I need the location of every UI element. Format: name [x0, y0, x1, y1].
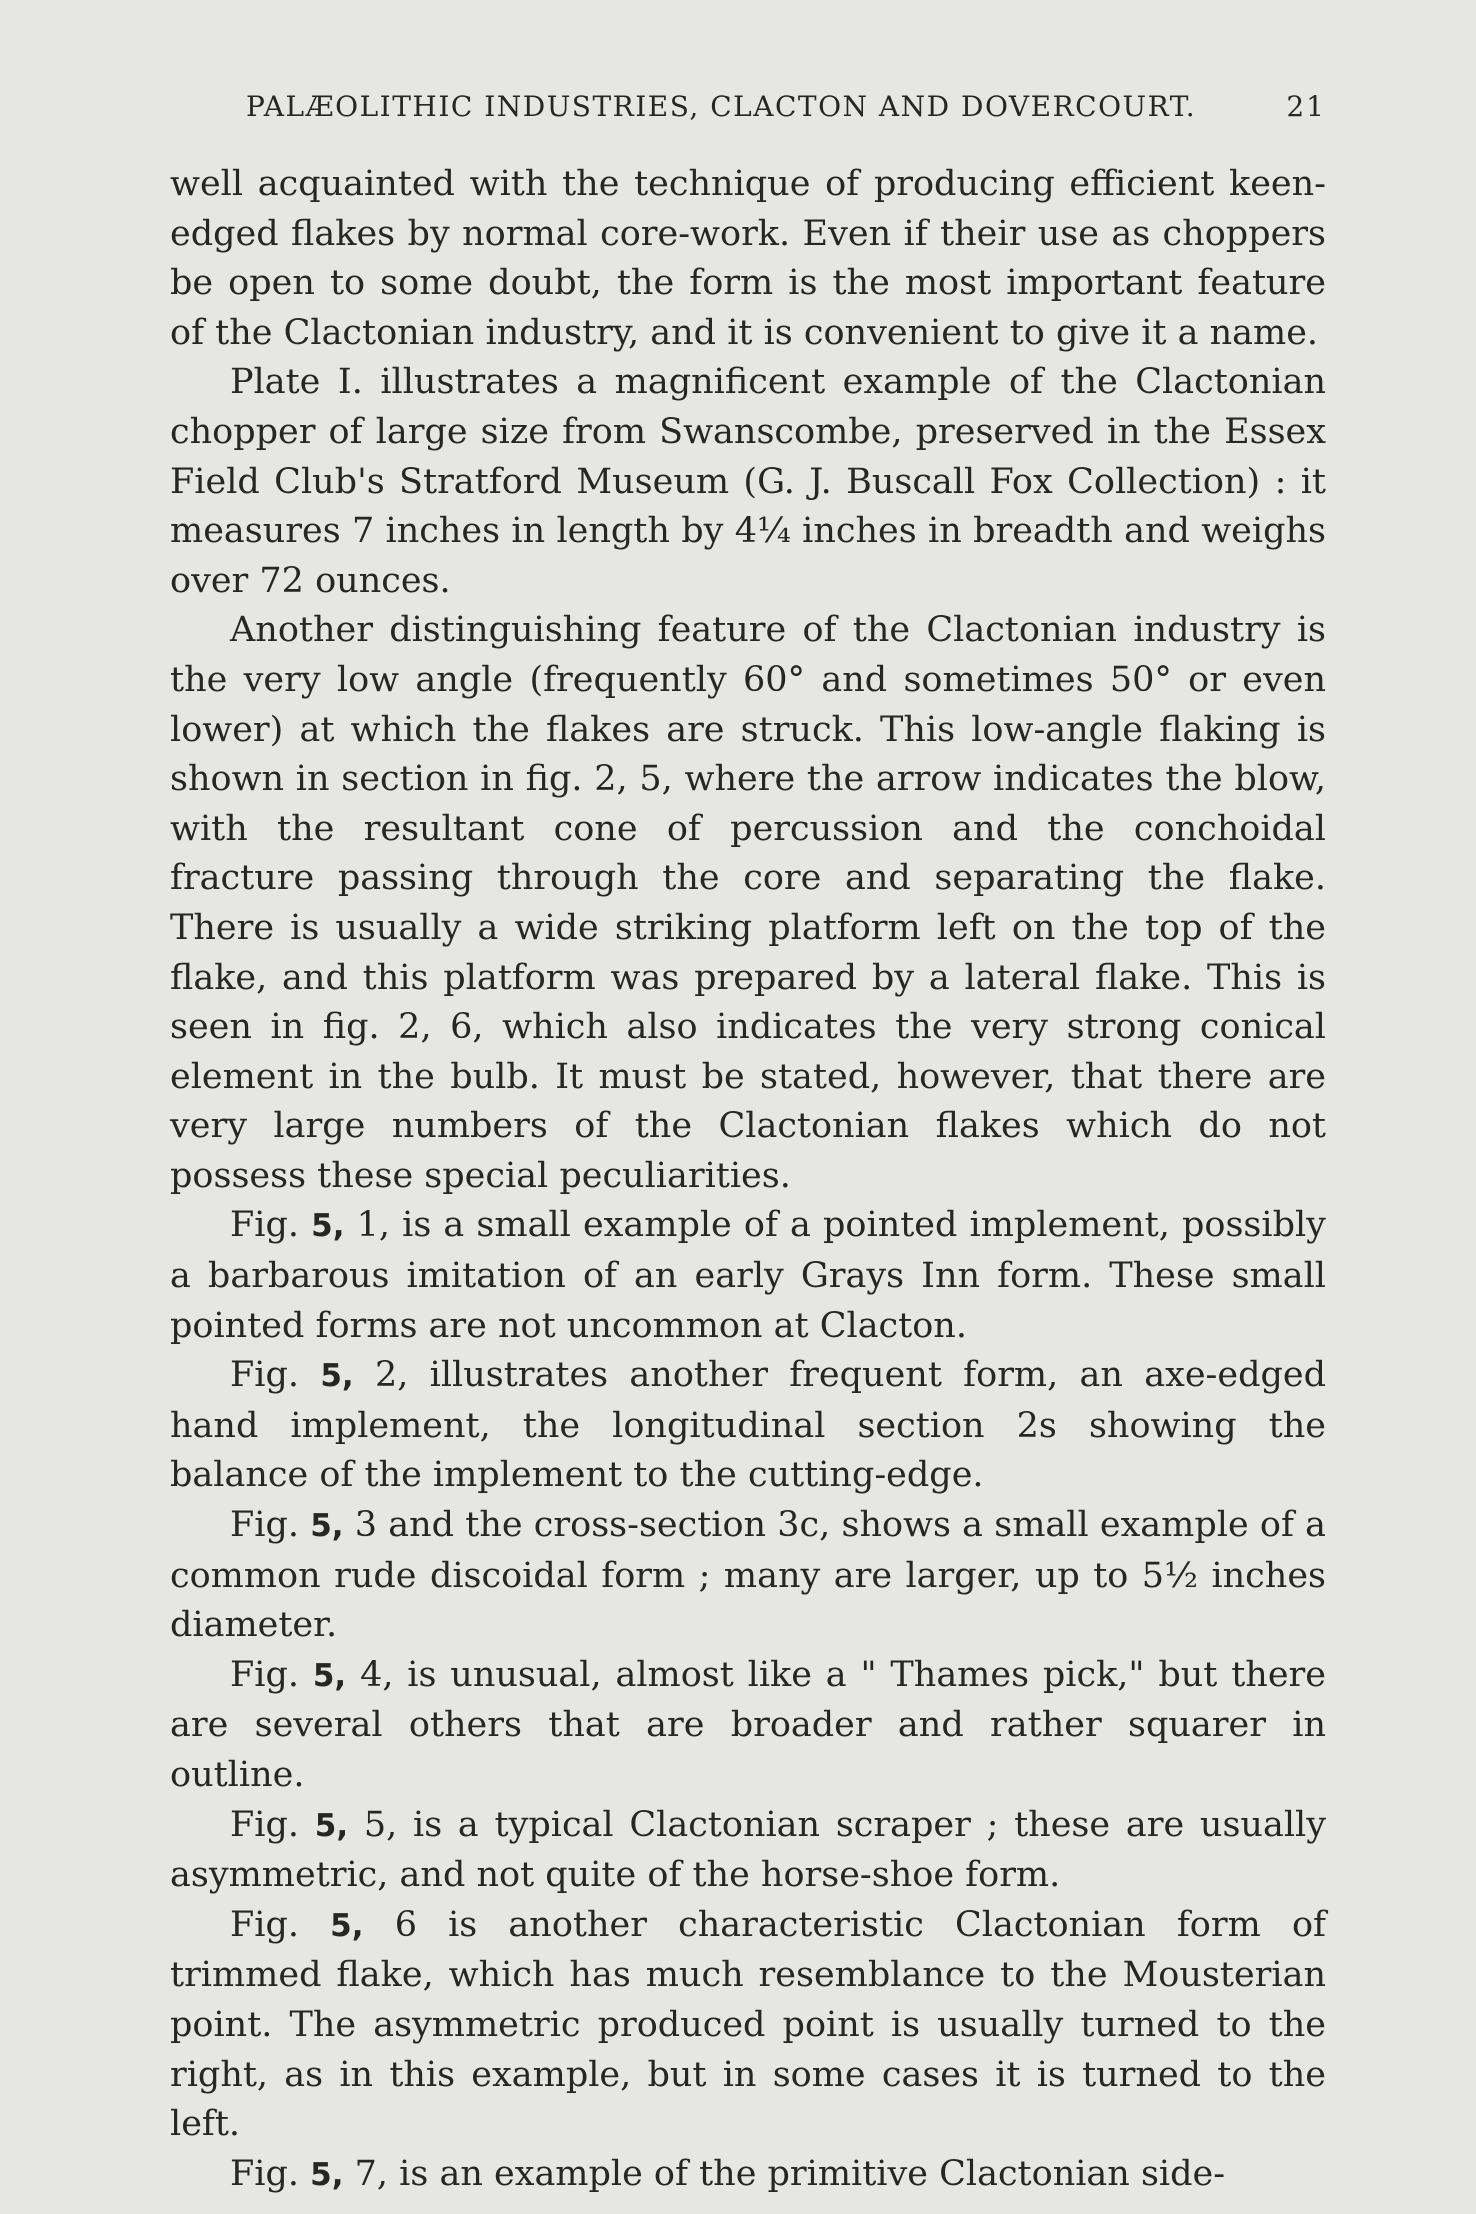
paragraph: [170, 1201, 1326, 1351]
fig-lead: Fig.: [230, 1804, 300, 1845]
paragraph-text: 6 is another characteristic Clactonian form of trimmed flake, which has much resemblance to the Mousterian point. The asymmetric produced point is usually turned to the right, as in this example, but in some cases it is turned to the left.: [170, 1904, 1326, 2145]
running-title: PALÆOLITHIC INDUSTRIES, CLACTON AND DOVERCOURT.: [246, 90, 1197, 123]
paragraph: Plate I. illustrates a magnificent example of the Clactonian chopper of large size from Swanscombe, preserved in the Essex Field Club's Stratford Museum (G. J. Buscall Fox Collection) : it measures 7 inches in length by 4¼ inches in breadth and weighs over 72 ounces.: [170, 362, 1326, 601]
paragraph-text: 3 and the cross-section 3c, shows a small example of a common rude discoidal form ; many are larger, up to 5½ inches diameter.: [170, 1505, 1326, 1646]
paragraph: Another distinguishing feature of the Clactonian industry is the very low angle (frequently 60° and sometimes 50° or even lower) at which the flakes are struck. This low-angle flaking is shown in section in fig. 2, 5, where the arrow indicates the blow, with the resultant cone of percussion and the conchoidal fracture passing through the core and separating the flake. There is usually a wide striking platform left on the top of the flake, and this platform was prepared by a lateral flake. This is seen in fig. 2, 6, which also indicates the very strong conical element in the bulb. It must be stated, however, that there are very large numbers of the Clactonian flakes which do not possess these special peculiarities.: [170, 610, 1326, 1196]
fig-number: 5,: [311, 1208, 345, 1245]
fig-number: 5,: [312, 1657, 347, 1694]
fig-number: 5,: [330, 1907, 364, 1944]
paragraph: [170, 1501, 1326, 1651]
fig-number: 5,: [314, 1807, 349, 1844]
fig-number: 5,: [310, 1508, 344, 1545]
fig-lead: Fig.: [230, 1904, 300, 1945]
running-head: [170, 84, 1326, 124]
paragraph: [170, 1351, 1326, 1501]
paragraph-text: 5, is a typical Clactonian scraper ; these are usually asymmetric, and not quite of the horse-shoe form.: [170, 1804, 1326, 1896]
fig-lead: Fig.: [230, 1355, 300, 1396]
body-text: [170, 160, 1326, 2200]
page-number: 21: [1286, 90, 1326, 123]
fig-lead: Fig.: [230, 1505, 300, 1546]
fig-lead: Fig.: [230, 1654, 300, 1695]
paragraph: [170, 1651, 1326, 1801]
paragraph: [170, 2150, 1326, 2201]
fig-number: 5,: [310, 2156, 344, 2193]
fig-lead: Fig.: [230, 1205, 300, 1246]
paragraph-text: 2, illustrates another frequent form, an axe-edged hand implement, the longitudinal section 2s showing the balance of the implement to the cutting-edge.: [170, 1355, 1326, 1496]
paragraph-text: 7, is an example of the primitive Clactonian side-: [354, 2153, 1226, 2194]
paragraph-text: 1, is a small example of a pointed implement, possibly a barbarous imitation of an early Grays Inn form. These small pointed forms are not uncommon at Clacton.: [170, 1205, 1326, 1346]
paragraph: [170, 1801, 1326, 1901]
paragraph: well acquainted with the technique of producing efficient keen-edged flakes by normal core-work. Even if their use as choppers be open to some doubt, the form is the most important feature of the Clactonian industry, and it is convenient to give it a name.: [170, 164, 1326, 353]
paragraph-text: 4, is unusual, almost like a " Thames pick," but there are several others that are broader and rather squarer in outline.: [170, 1654, 1326, 1795]
fig-number: 5,: [320, 1358, 354, 1395]
paragraph: [170, 1901, 1326, 2150]
fig-lead: Fig.: [230, 2153, 300, 2194]
